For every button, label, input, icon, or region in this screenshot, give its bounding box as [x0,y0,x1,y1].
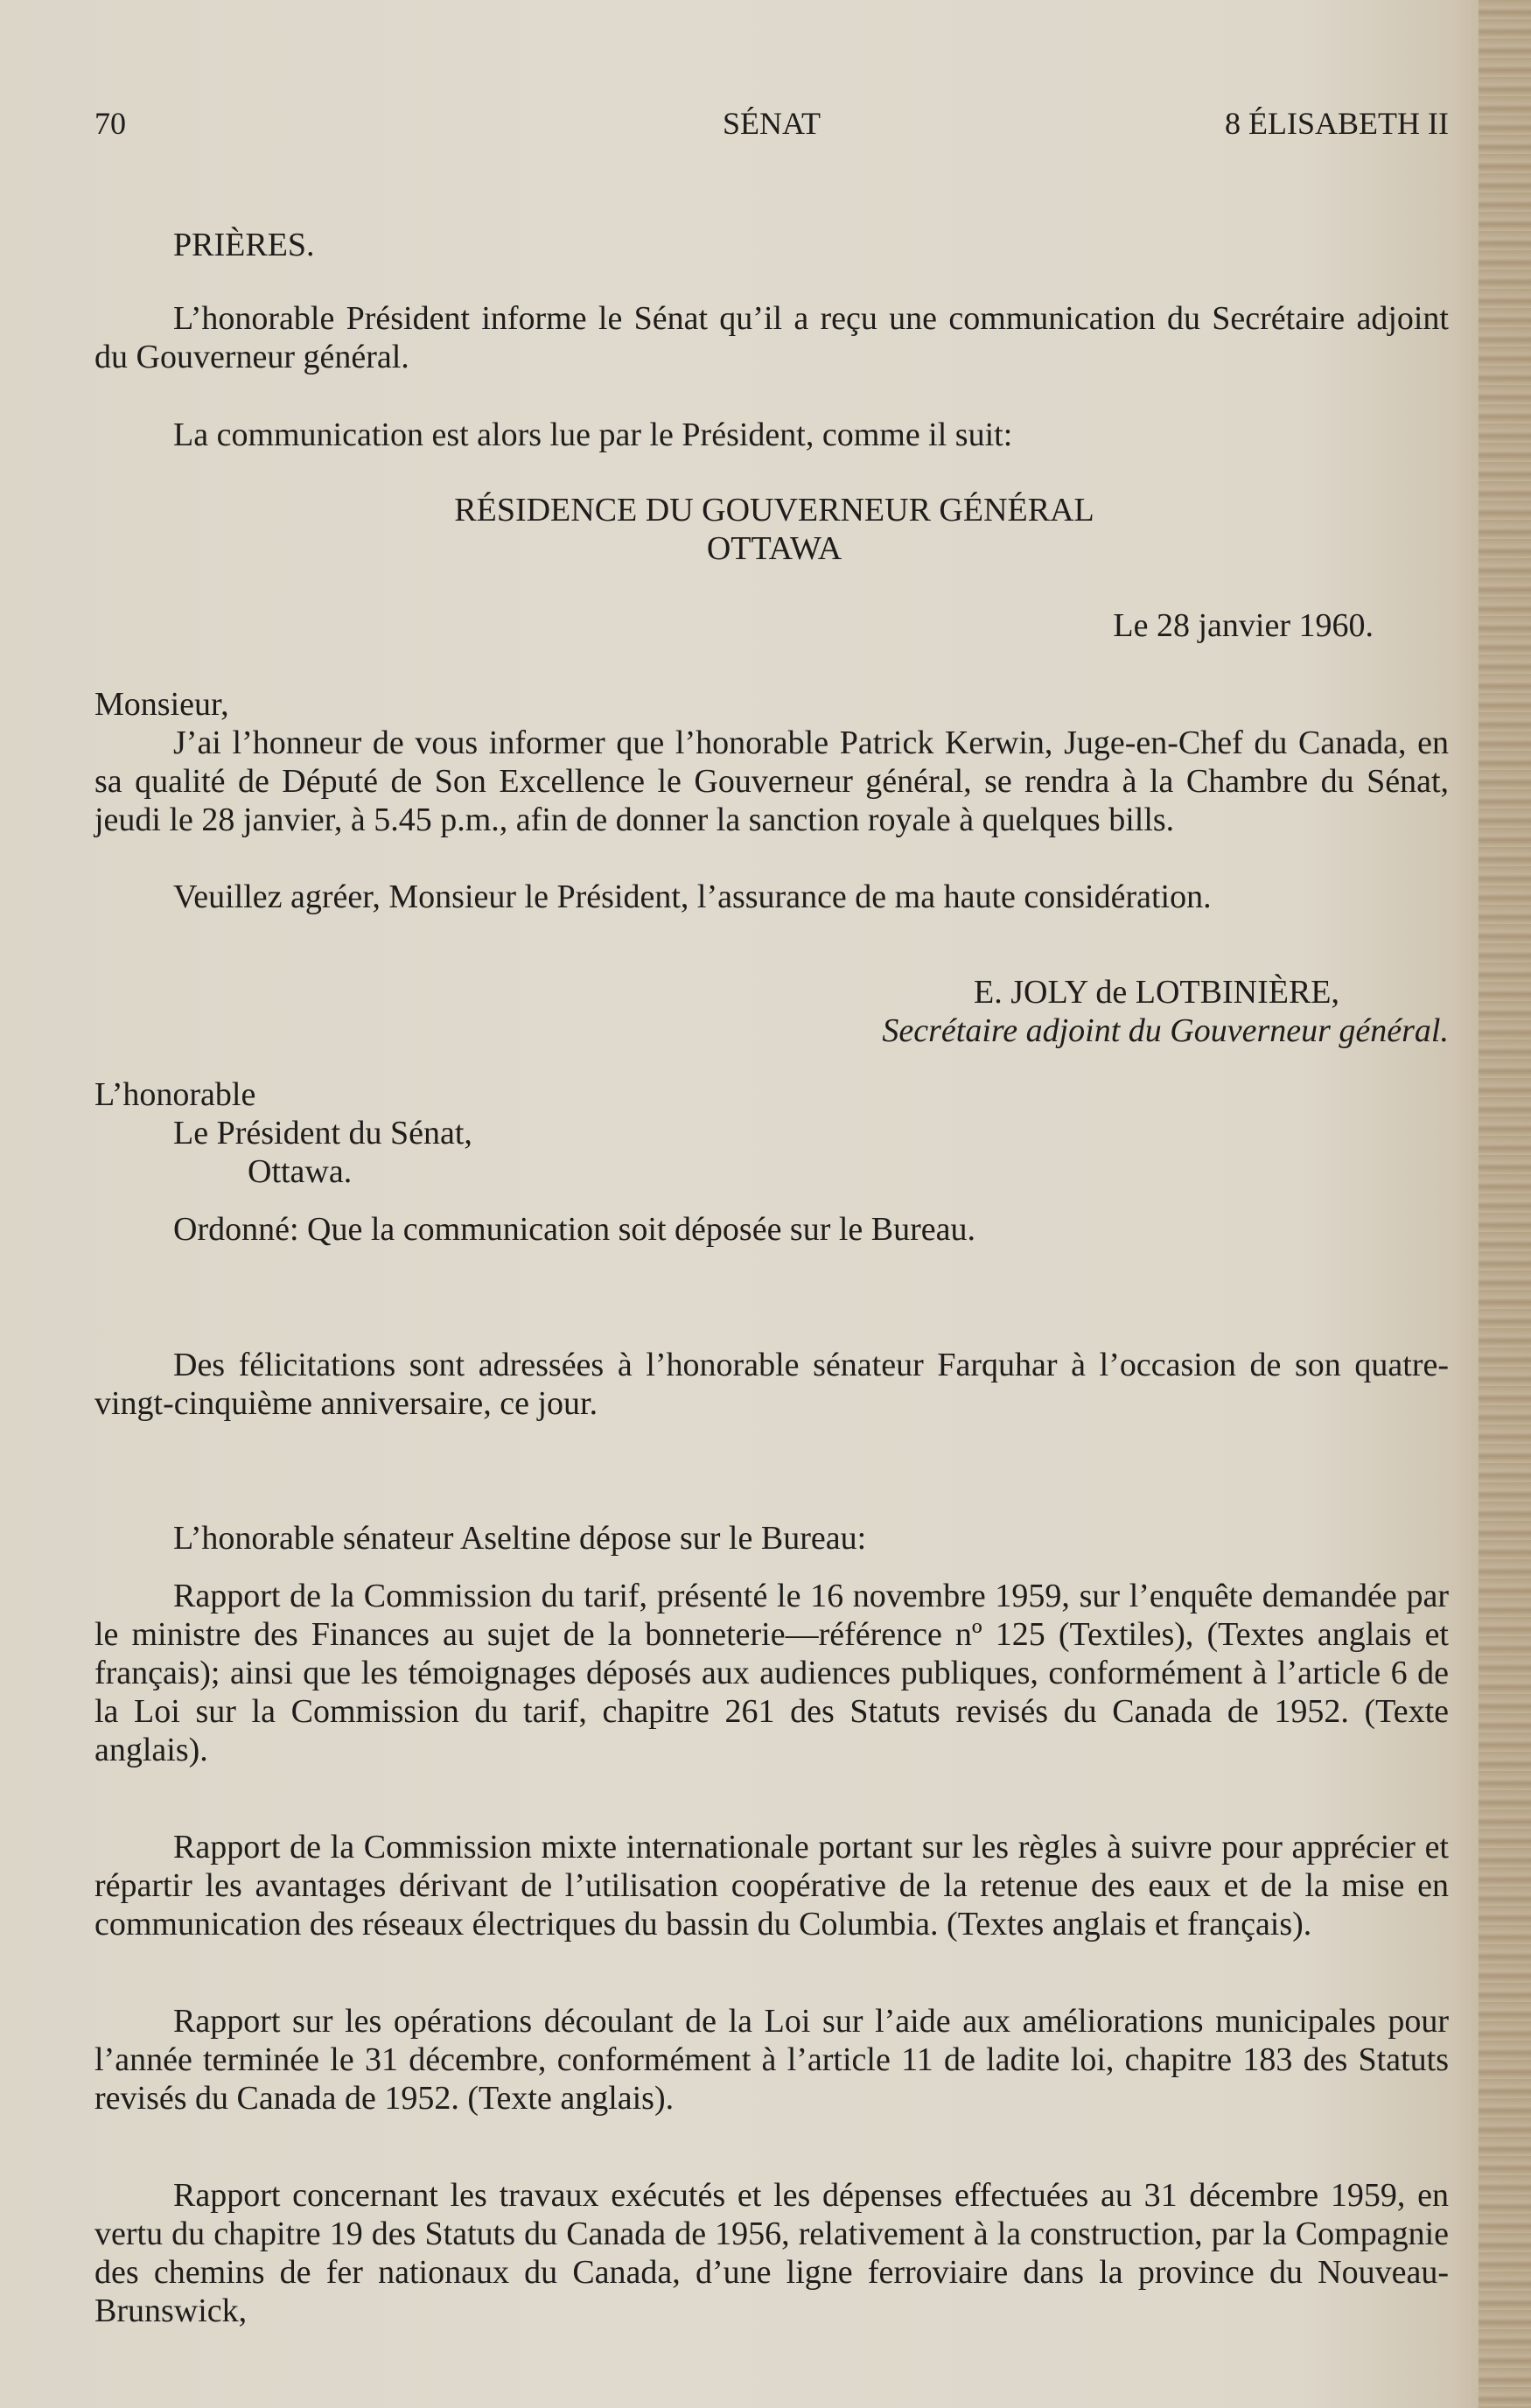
letter-residence-heading [262,491,1286,568]
letter-body-2: Veuillez agréer, Monsieur le Président, l’assurance de ma haute considération. [173,878,1212,915]
signature-title: Secrétaire adjoint du Gouverneur général. [882,1012,1449,1049]
paragraph-ordonne: Ordonné: Que la communication soit déposée sur le Bureau. [173,1211,976,1248]
paragraph-communication: L’honorable Président informe le Sénat qu’il a reçu une communication du Secrétaire adjoint du Gouverneur général. [94,300,1449,375]
paragraph-felicitations: Des félicitations sont adressées à l’honorable sénateur Farquhar à l’occasion de son quatre-vingt-cinquième anniversaire, ce jour. [94,1347,1449,1422]
rapport-2: Rapport de la Commission mixte internationale portant sur les règles à suivre pour apprécier et répartir les avantages dérivant de l’utilisation coopérative de la retenue des eaux et de la mise en communication des réseaux électriques du bassin du Columbia. (Textes anglais et français). [94,1829,1449,1942]
page-header [94,105,1449,158]
address-line-1: L’honorable [94,1076,256,1113]
paragraph-lue: La communication est alors lue par le Président, comme il suit: [173,416,1013,453]
letter-signature [94,973,1449,1050]
letter-salutation: Monsieur, [94,686,229,723]
paragraph-aseltine: L’honorable sénateur Aseltine dépose sur le Bureau: [173,1520,867,1557]
page-number: 70 [94,106,126,141]
signature-name: E. JOLY de LOTBINIÈRE, [974,974,1339,1011]
letter-date: Le 28 janvier 1960. [1113,607,1374,644]
rapport-3: Rapport sur les opérations découlant de la Loi sur l’aide aux améliorations municipales pour l’année terminée le 31 décembre, conformément à l’article 11 de ladite loi, chapitre 183 des Statuts revisés du Canada de 1952. (Texte anglais). [94,2003,1449,2117]
header-title: SÉNAT [722,106,821,141]
residence-line-2: OTTAWA [706,530,842,567]
header-regnal-year: 8 ÉLISABETH II [1225,106,1449,141]
rapport-4: Rapport concernant les travaux exécutés et les dépenses effectuées au 31 décembre 1959, en vertu du chapitre 19 des Statuts du Canada de 1956, relativement à la construction, par la Compagnie des chemins de fer nationaux du Canada, d’une ligne ferroviaire dans la province du Nouveau-Brunswick, [94,2177,1449,2329]
address-line-3: Ottawa. [248,1153,353,1190]
residence-line-1: RÉSIDENCE DU GOUVERNEUR GÉNÉRAL [454,492,1094,528]
rapport-1: Rapport de la Commission du tarif, présenté le 16 novembre 1959, sur l’enquête demandée par le ministre des Finances au sujet de la bonneterie—référence nº 125 (Textiles), (Textes anglais et français); ainsi que les témoignages déposés aux audiences publiques, conformément à l’article 6 de la Loi sur la Commission du tarif, chapitre 261 des Statuts revisés du Canada de 1952. (Texte anglais). [94,1578,1449,1768]
letter-body-1: J’ai l’honneur de vous informer que l’honorable Patrick Kerwin, Juge-en-Chef du Canada, en sa qualité de Député de Son Excellence le Gouverneur général, se rendra à la Chambre du Sénat, jeudi le 28 janvier, à 5.45 p.m., afin de donner la sanction royale à quelques bills. [94,724,1449,838]
address-line-2: Le Président du Sénat, [173,1115,472,1152]
page-binding-edge [1479,0,1531,2408]
letter-address [94,1075,1449,1191]
prieres-heading: PRIÈRES. [173,227,315,263]
